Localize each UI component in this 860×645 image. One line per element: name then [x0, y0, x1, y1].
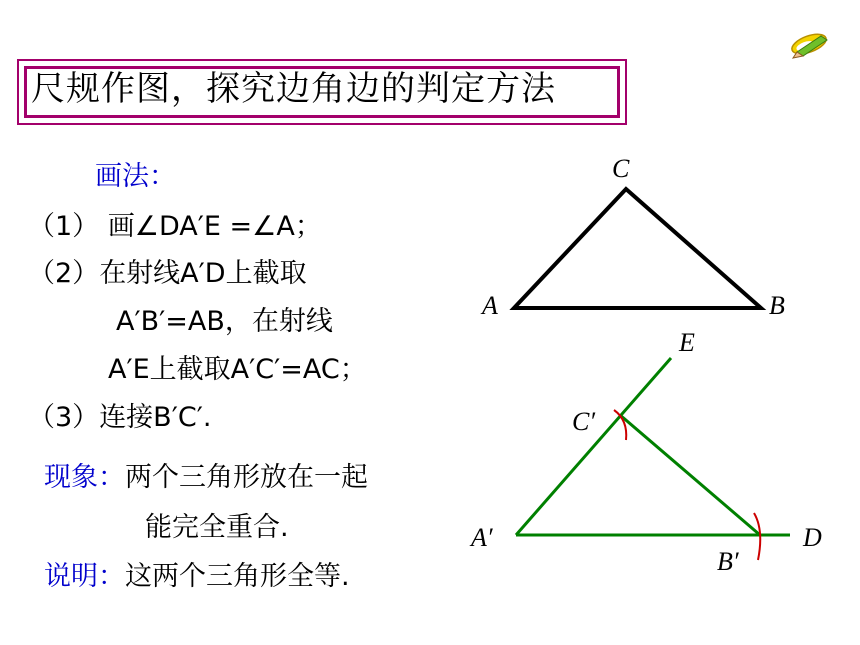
arc-c — [614, 410, 626, 440]
step-3 — [28, 401, 211, 435]
step-2-text-a: 在射线A′D上截取 — [99, 258, 307, 289]
page-title: 尺规作图，探究边角边的判定方法 — [31, 69, 556, 109]
label-b: B — [769, 291, 785, 320]
phenomenon-text-2: 能完全重合. — [145, 512, 289, 543]
step-3-text: 连接B′C′. — [99, 402, 212, 433]
step-1-number: （1） — [28, 211, 100, 242]
pencil-icon — [789, 30, 828, 58]
label-c: C — [612, 154, 630, 183]
construction-figure — [516, 358, 790, 560]
label-c-prime: C′ — [572, 407, 596, 436]
label-e: E — [679, 328, 695, 357]
step-1-text: 画∠DA′E =∠A； — [99, 211, 322, 242]
step-1 — [28, 210, 322, 244]
step-2 — [28, 257, 307, 291]
phenomenon-line-1 — [44, 461, 368, 495]
title-frame — [17, 59, 627, 125]
label-d: D — [803, 523, 822, 552]
explanation-line — [44, 560, 350, 594]
phenomenon-label: 现象： — [44, 462, 125, 493]
label-a-prime: A′ — [471, 523, 493, 552]
method-heading: 画法： — [95, 161, 176, 192]
step-2-text-c: A′E上截取A′C′=AC； — [108, 354, 367, 385]
ray-ae — [516, 358, 671, 535]
label-b-prime: B′ — [717, 547, 739, 576]
explanation-label: 说明： — [44, 561, 125, 592]
label-a: A — [482, 291, 498, 320]
segment-bc — [620, 415, 760, 535]
phenomenon-text-1: 两个三角形放在一起 — [125, 462, 368, 493]
step-2-number: （2） — [28, 258, 100, 289]
triangle-abc — [514, 189, 761, 308]
explanation-text: 这两个三角形全等. — [125, 561, 350, 592]
step-2-text-b: A′B′=AB，在射线 — [116, 306, 333, 337]
step-3-number: （3） — [28, 402, 100, 433]
